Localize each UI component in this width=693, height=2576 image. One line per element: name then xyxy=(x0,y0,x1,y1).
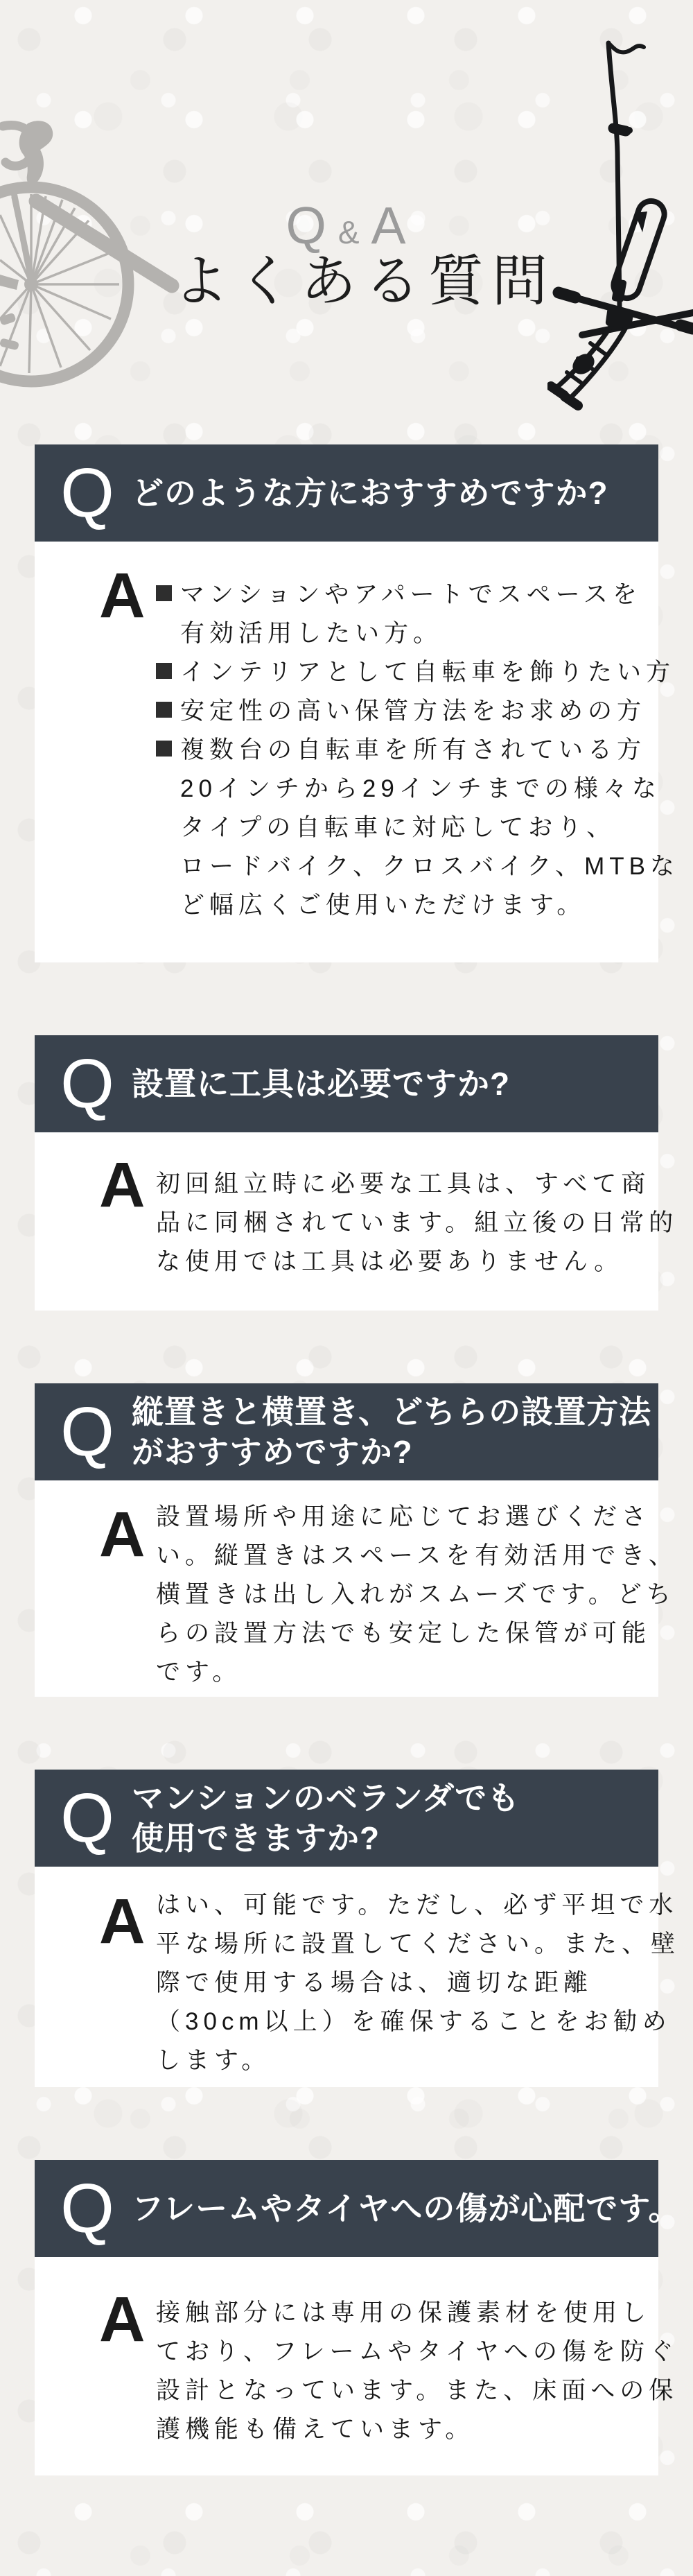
answer-card xyxy=(35,1867,681,2087)
qa-eyebrow-a: A xyxy=(371,196,407,254)
answer-line-text: 初回組立時に必要な工具は、すべて商 xyxy=(156,1170,651,1198)
q-mark-label: Q xyxy=(60,1779,114,1857)
answer-line-text: 20インチから29インチまでの様々な xyxy=(180,775,661,802)
q-mark-label: Q xyxy=(60,1045,114,1123)
answer-line-text: 際で使用する場合は、適切な距離 xyxy=(156,1969,593,1996)
bullet-square-icon xyxy=(156,702,172,718)
question-bar xyxy=(35,2160,681,2257)
bullet-square-icon xyxy=(156,663,172,679)
answer-line xyxy=(156,1165,658,1204)
header xyxy=(0,0,693,444)
answer-line-text: ており、フレームやタイヤへの傷を防ぐ xyxy=(156,2338,678,2365)
bullet-square-icon xyxy=(156,585,172,601)
answer-line xyxy=(156,1498,658,1537)
answer-lines xyxy=(156,1867,681,2087)
answer-line-text: タイプの自転車に対応しており、 xyxy=(180,814,616,841)
answer-line xyxy=(156,692,658,731)
answer-line-text: ロードバイク、クロスバイク、MTBな xyxy=(180,853,679,880)
faq-block xyxy=(35,1383,678,1697)
question-text xyxy=(35,473,608,513)
answer-line xyxy=(156,731,658,770)
question-text xyxy=(35,1392,651,1472)
answer-line-text: 設計となっています。また、床面への保 xyxy=(156,2377,678,2404)
a-mark-label: A xyxy=(99,1886,146,1957)
answer-line-text: ど幅広くご使用いただけます。 xyxy=(180,892,586,919)
answer-line xyxy=(156,2333,678,2371)
answer-lines xyxy=(156,542,679,962)
qa-eyebrow xyxy=(0,196,693,254)
answer-line-text: 有効活用したい方。 xyxy=(180,620,443,647)
q-mark-label: Q xyxy=(60,1393,114,1471)
q-mark-label: Q xyxy=(60,454,114,532)
answer-line xyxy=(156,2371,678,2410)
answer-line xyxy=(156,614,658,653)
faq-block xyxy=(35,444,679,962)
answer-line xyxy=(156,653,676,692)
answer-line-text: らの設置方法でも安定した保管が可能 xyxy=(156,1620,651,1647)
answer-line-text: 設置場所や用途に応じてお選びくださ xyxy=(156,1503,651,1530)
answer-card xyxy=(35,2257,678,2475)
answer-line-text: マンションやアパートでスペースを xyxy=(180,581,642,608)
answer-card xyxy=(35,1132,678,1311)
answer-lines xyxy=(156,1132,678,1311)
answer-card xyxy=(35,1480,678,1697)
answer-line-text: 品に同梱されています。組立後の日常的 xyxy=(156,1209,678,1236)
answer-card xyxy=(35,542,679,962)
question-text-line: マンションのベランダでも xyxy=(132,1780,520,1816)
page-title: よくある質問 xyxy=(173,250,556,312)
answer-lines xyxy=(156,2257,678,2475)
answer-line xyxy=(156,847,679,886)
faq-block xyxy=(35,1035,678,1311)
faq-block xyxy=(35,2160,681,2475)
answer-line-text: い。縦置きはスペースを有効活用でき、 xyxy=(156,1542,678,1569)
question-bar xyxy=(35,1383,658,1480)
question-text-line: がおすすめですか? xyxy=(132,1434,413,1470)
answer-line xyxy=(156,576,658,614)
answer-line-text: インテリアとして自転車を飾りたい方 xyxy=(180,659,676,686)
answer-line-text: 横置きは出し入れがスムーズです。どち xyxy=(156,1581,676,1608)
answer-line xyxy=(156,1575,676,1614)
answer-line xyxy=(156,1204,678,1243)
faq-block xyxy=(35,1770,681,2087)
answer-line xyxy=(156,1243,658,1281)
answer-line xyxy=(156,770,661,809)
answer-line-text: （30cm以上）を確保することをお勧め xyxy=(156,2008,672,2035)
a-mark-label: A xyxy=(99,1499,146,1570)
bullet-square-icon xyxy=(156,741,172,757)
answer-line-text: 平な場所に設置してください。また、壁 xyxy=(156,1930,681,1957)
answer-line-text: 安定性の高い保管方法をお求めの方 xyxy=(180,698,647,725)
question-bar xyxy=(35,1770,658,1867)
qa-eyebrow-ampersand: & xyxy=(337,214,361,250)
answer-line xyxy=(156,1925,681,1964)
qa-eyebrow-q: Q xyxy=(286,196,328,254)
answer-line xyxy=(156,1653,658,1692)
answer-line xyxy=(156,2003,672,2041)
question-text-line: 使用できますか? xyxy=(132,1820,380,1856)
answer-line-text: 護機能も備えています。 xyxy=(156,2416,475,2443)
question-bar xyxy=(35,444,658,542)
answer-line-text: です。 xyxy=(156,1659,242,1686)
question-text-line: どのような方におすすめですか? xyxy=(132,475,608,511)
a-mark-label: A xyxy=(99,1150,146,1220)
answer-line-text: はい、可能です。ただし、必ず平坦で水 xyxy=(156,1892,678,1919)
answer-line xyxy=(156,1964,658,2003)
answer-line-text: します。 xyxy=(156,2047,271,2074)
q-mark-label: Q xyxy=(60,2170,114,2247)
question-bar xyxy=(35,1035,658,1132)
answer-line xyxy=(156,809,658,847)
answer-line xyxy=(156,1614,658,1653)
question-text-line: フレームやタイヤへの傷が心配です。 xyxy=(132,2190,681,2227)
faq-list xyxy=(0,444,693,2475)
answer-line xyxy=(156,886,658,925)
question-text-line: 縦置きと横置き、どちらの設置方法 xyxy=(132,1394,652,1430)
question-text-line: 設置に工具は必要ですか? xyxy=(132,1066,511,1102)
question-text xyxy=(35,2188,681,2229)
answer-line-text: 複数台の自転車を所有されている方 xyxy=(180,736,647,763)
a-mark-label: A xyxy=(99,560,146,631)
answer-lines xyxy=(156,1480,678,1697)
answer-line-text: な使用では工具は必要ありません。 xyxy=(156,1248,624,1275)
answer-line xyxy=(156,2294,658,2333)
a-mark-label: A xyxy=(99,2284,146,2355)
answer-line-text: 接触部分には専用の保護素材を使用し xyxy=(156,2299,651,2326)
answer-line xyxy=(156,1886,678,1925)
answer-line xyxy=(156,1537,678,1575)
answer-line xyxy=(156,2041,658,2080)
answer-line xyxy=(156,2410,658,2449)
